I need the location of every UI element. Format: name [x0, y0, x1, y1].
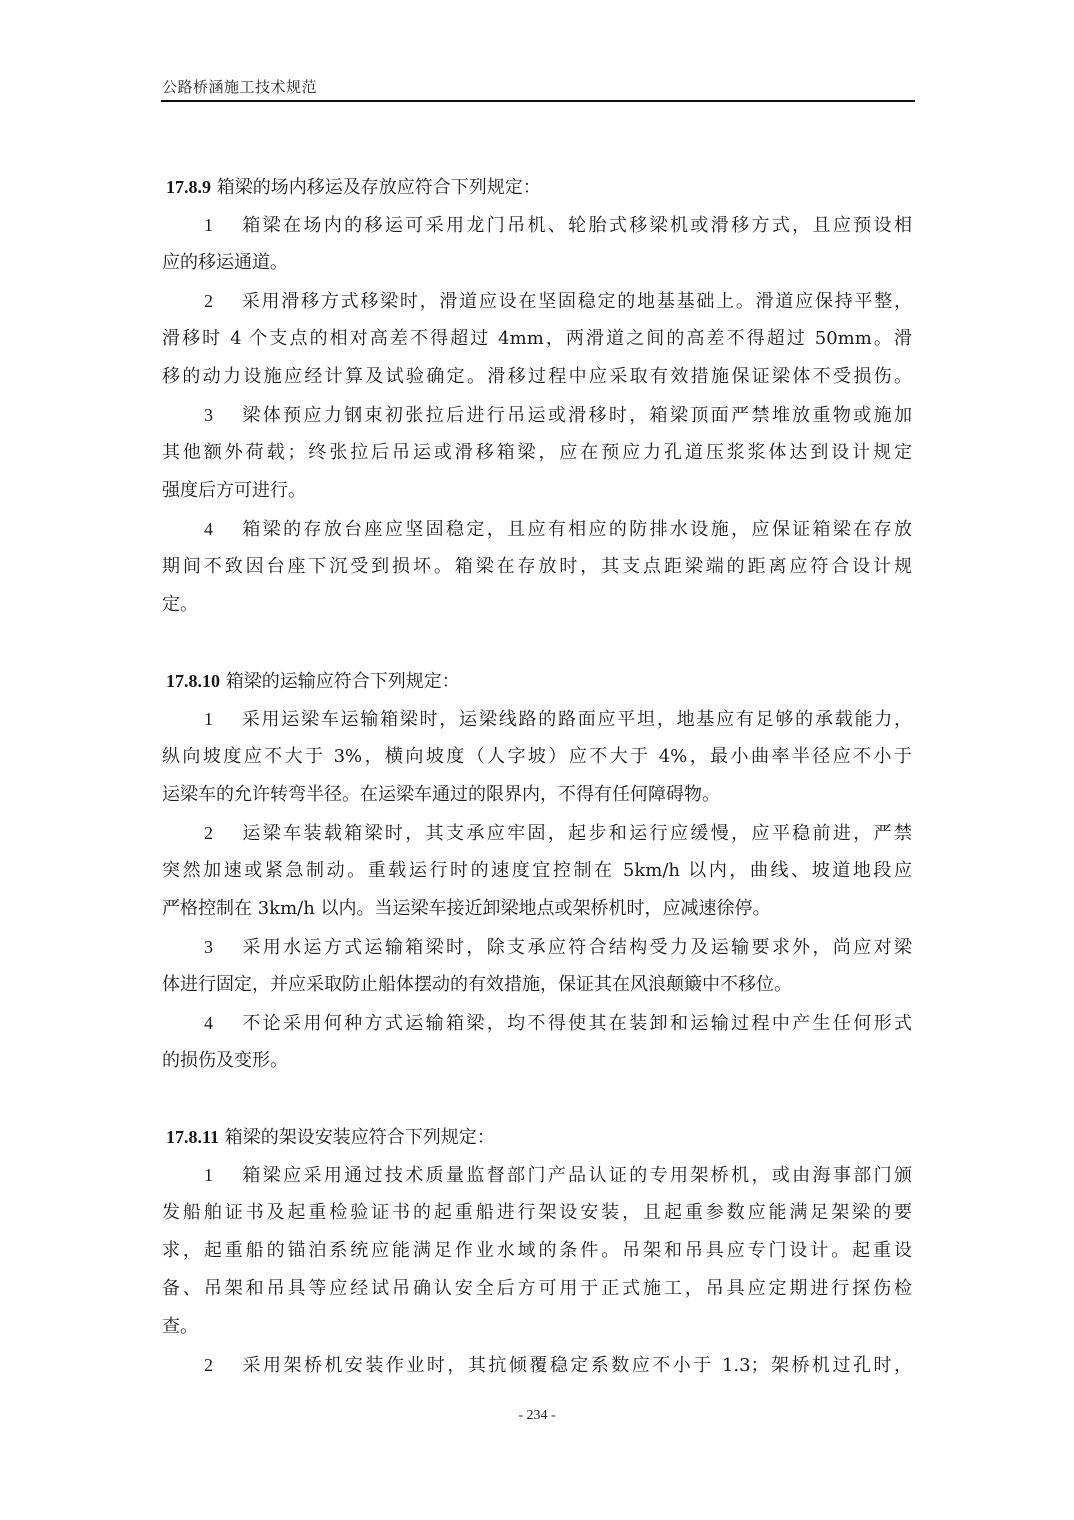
clause-number: 2 — [204, 823, 213, 843]
clause-number: 1 — [204, 215, 213, 235]
clause-line: 备、吊架和吊具等应经试吊确认安全后方可用于正式施工，吊具应定期进行探伤检 — [162, 1278, 912, 1299]
clause-line: 移的动力设施应经计算及试验确定。滑移过程中应采取有效措施保证梁体不受损伤。 — [162, 366, 912, 387]
clause-line: 强度后方可进行。 — [162, 480, 306, 501]
page-number: - 234 - — [518, 1408, 556, 1423]
clause-line: 期间不致因台座下沉受到损坏。箱梁在存放时，其支点距梁端的距离应符合设计规 — [162, 556, 912, 577]
clause-line: 严格控制在 3km/h 以内。当运梁车接近卸梁地点或架桥机时，应减速徐停。 — [162, 898, 771, 919]
section-heading — [162, 1118, 912, 1156]
section-17-8-9 — [162, 168, 912, 624]
section-number: 17.8.11 — [166, 1127, 220, 1147]
clause-line: 4 箱梁的存放台座应坚固稳定，且应有相应的防排水设施，应保证箱梁在存放 — [162, 510, 912, 548]
section-title: 箱梁的架设安装应符合下列规定： — [224, 1127, 495, 1148]
clause-line: 应的移运通道。 — [162, 252, 288, 273]
clause-line: 纵向坡度应不大于 3%，横向坡度（人字坡）应不大于 4%，最小曲率半径应不小于 — [162, 746, 912, 767]
clause-number: 1 — [204, 1165, 213, 1185]
clause-line: 求，起重船的锚泊系统应能满足作业水域的条件。吊架和吊具应专门设计。起重设 — [162, 1240, 912, 1261]
clause-line: 1 箱梁应采用通过技术质量监督部门产品认证的专用架桥机，或由海事部门颁 — [162, 1156, 912, 1194]
clause-number: 2 — [204, 1355, 213, 1375]
clause-number: 3 — [204, 937, 213, 957]
clause-line: 的损伤及变形。 — [162, 1050, 288, 1071]
clause-line: 体进行固定，并应采取防止船体摆动的有效措施，保证其在风浪颠簸中不移位。 — [162, 974, 792, 995]
clause-line: 发船舶证书及起重检验证书的起重船进行架设安装，且起重参数应能满足架梁的要 — [162, 1202, 912, 1223]
page-body — [162, 168, 912, 1384]
clause-line: 1 采用运梁车运输箱梁时，运梁线路的路面应平坦，地基应有足够的承载能力， — [162, 700, 912, 738]
clause-line: 定。 — [162, 594, 198, 615]
clause-line: 其他额外荷载；终张拉后吊运或滑移箱梁，应在预应力孔道压浆浆体达到设计规定 — [162, 442, 912, 463]
clause-line: 查。 — [162, 1316, 198, 1337]
clause-line: 滑移时 4 个支点的相对高差不得超过 4mm，两滑道之间的高差不得超过 50mm。滑 — [162, 328, 912, 349]
section-17-8-10 — [162, 662, 912, 1080]
section-title: 箱梁的场内移运及存放应符合下列规定： — [216, 177, 541, 198]
clause-line: 突然加速或紧急制动。重载运行时的速度宜控制在 5km/h 以内，曲线、坡道地段应 — [162, 860, 912, 881]
section-title: 箱梁的运输应符合下列规定： — [225, 671, 460, 692]
clause-line: 2 采用滑移方式移梁时，滑道应设在坚固稳定的地基基础上。滑道应保持平整， — [162, 282, 912, 320]
clause-line: 3 梁体预应力钢束初张拉后进行吊运或滑移时，箱梁顶面严禁堆放重物或施加 — [162, 396, 912, 434]
clause-line: 3 采用水运方式运输箱梁时，除支承应符合结构受力及运输要求外，尚应对梁 — [162, 928, 912, 966]
section-heading — [162, 168, 912, 206]
clause-line: 运梁车的允许转弯半径。在运梁车通过的限界内，不得有任何障碍物。 — [162, 784, 720, 805]
clause-line: 2 运梁车装载箱梁时，其支承应牢固，起步和运行应缓慢，应平稳前进，严禁 — [162, 814, 912, 852]
section-number: 17.8.10 — [166, 671, 220, 691]
clause-number: 2 — [204, 291, 213, 311]
section-heading — [162, 662, 912, 700]
clause-number: 1 — [204, 709, 213, 729]
clause-number: 4 — [204, 1013, 213, 1033]
clause-line: 2 采用架桥机安装作业时，其抗倾覆稳定系数应不小于 1.3；架桥机过孔时， — [162, 1346, 912, 1384]
running-header — [161, 74, 915, 102]
section-17-8-11 — [162, 1118, 912, 1384]
clause-line: 4 不论采用何种方式运输箱梁，均不得使其在装卸和运输过程中产生任何形式 — [162, 1004, 912, 1042]
clause-number: 4 — [204, 519, 213, 539]
document-title: 公路桥涵施工技术规范 — [162, 78, 318, 96]
section-number: 17.8.9 — [166, 177, 211, 197]
clause-number: 3 — [204, 405, 213, 425]
clause-line: 1 箱梁在场内的移运可采用龙门吊机、轮胎式移梁机或滑移方式，且应预设相 — [162, 206, 912, 244]
